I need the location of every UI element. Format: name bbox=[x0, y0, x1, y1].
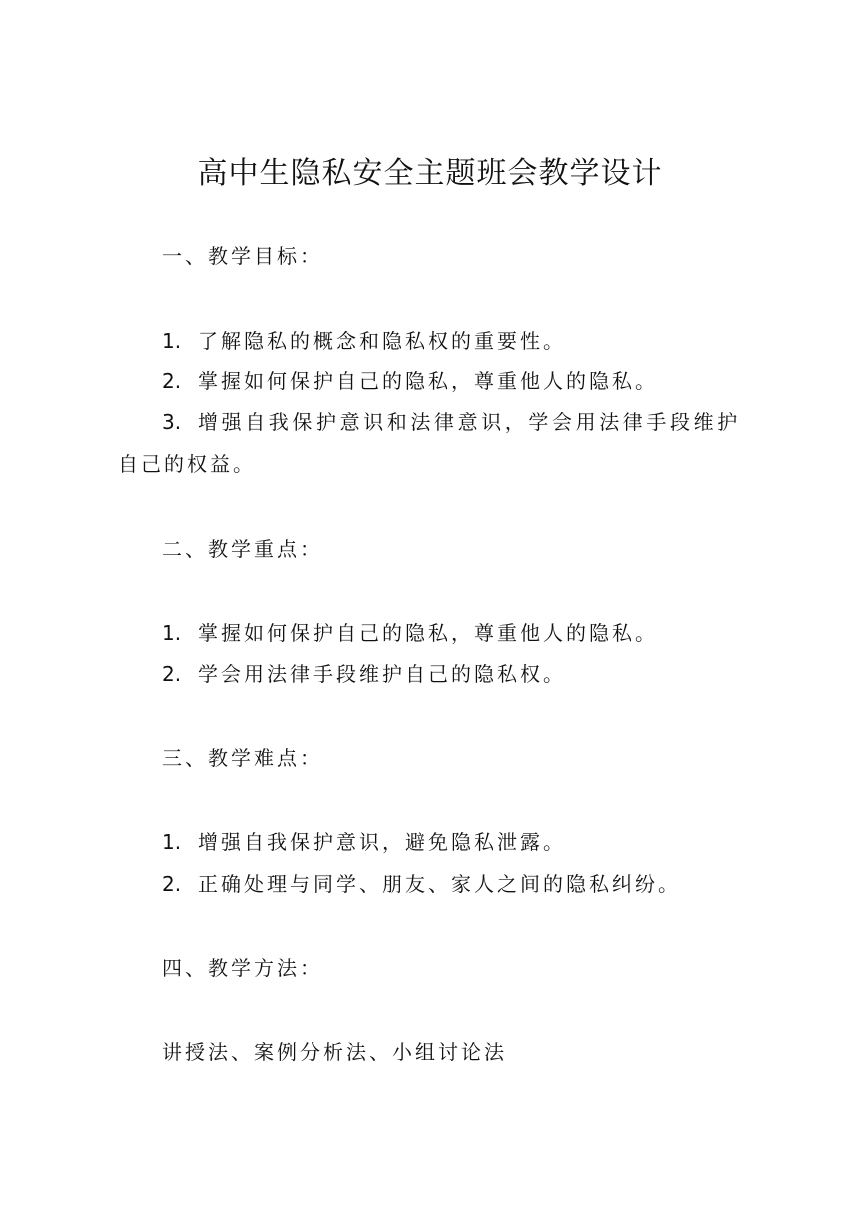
list-item-text: 掌握如何保护自己的隐私，尊重他人的隐私。 bbox=[198, 621, 658, 645]
list-item-text: 增强自我保护意识，避免隐私泄露。 bbox=[198, 830, 566, 854]
section-heading-key-points: 二、教学重点： bbox=[162, 537, 323, 561]
section-heading-methods: 四、教学方法： bbox=[162, 956, 323, 980]
document-title: 高中生隐私安全主题班会教学设计 bbox=[197, 156, 663, 191]
list-item-number: 1. bbox=[162, 830, 182, 854]
list-item bbox=[162, 365, 658, 397]
list-item bbox=[162, 617, 658, 649]
list-item-text: 增强自我保护意识和法律意识，学会用法律手段维护 bbox=[198, 410, 741, 434]
list-item-text: 学会用法律手段维护自己的隐私权。 bbox=[198, 662, 566, 686]
list-item bbox=[162, 325, 566, 357]
list-item bbox=[162, 658, 566, 690]
list-item bbox=[162, 826, 566, 858]
list-item-text: 了解隐私的概念和隐私权的重要性。 bbox=[198, 329, 566, 353]
list-item-number: 2. bbox=[162, 369, 182, 393]
list-item-number: 3. bbox=[162, 410, 182, 434]
list-item-number: 2. bbox=[162, 872, 182, 896]
section-heading-difficulties: 三、教学难点： bbox=[162, 746, 323, 770]
list-item-text: 掌握如何保护自己的隐私，尊重他人的隐私。 bbox=[198, 369, 658, 393]
methods-text: 讲授法、案例分析法、小组讨论法 bbox=[162, 1040, 507, 1064]
section-heading-objectives: 一、教学目标： bbox=[162, 244, 323, 268]
list-item-continuation: 自己的权益。 bbox=[118, 452, 256, 476]
list-item bbox=[162, 406, 752, 438]
list-item-number: 2. bbox=[162, 662, 182, 686]
list-item-text: 正确处理与同学、朋友、家人之间的隐私纠纷。 bbox=[198, 872, 681, 896]
list-item-number: 1. bbox=[162, 621, 182, 645]
list-item-number: 1. bbox=[162, 329, 182, 353]
list-item bbox=[162, 868, 681, 900]
